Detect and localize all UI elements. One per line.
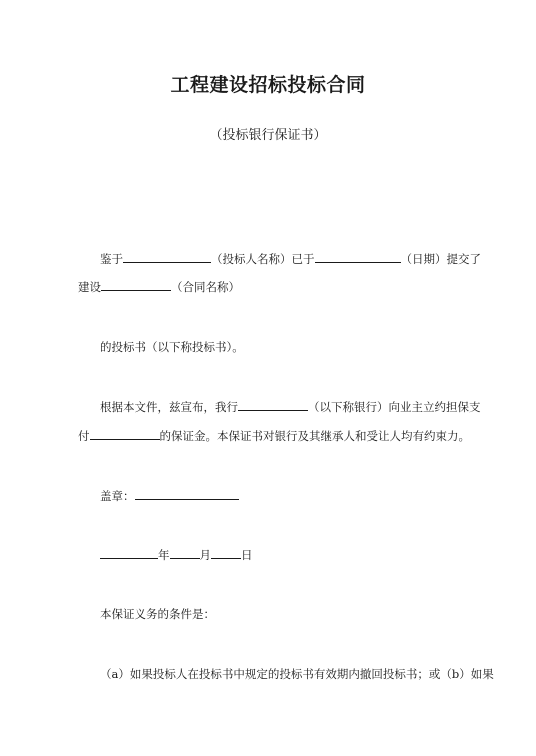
para3-line2-tail: 的保证金。本保证书对银行及其继承人和受让人均有约束力。 — [159, 429, 470, 443]
bidder-name-blank[interactable] — [123, 250, 211, 263]
seal-blank[interactable] — [135, 487, 239, 500]
para3-line2-lead: 付 — [78, 429, 90, 443]
para2-line: 的投标书（以下称投标书）。 — [100, 340, 244, 354]
bidder-name-label: （投标人名称）已于 — [211, 252, 315, 266]
submission-date-blank[interactable] — [315, 250, 401, 263]
day-blank[interactable] — [211, 546, 241, 559]
para3-line2 — [78, 427, 470, 444]
para1-line2-lead: 建设 — [78, 280, 101, 294]
para3-line1 — [100, 398, 481, 415]
bank-label: （以下称银行）向业主立约担保支 — [308, 400, 481, 414]
date-line — [100, 546, 253, 563]
para1-line1 — [100, 250, 481, 267]
para3-lead: 根据本文件，兹宣布，我行 — [100, 400, 238, 414]
day-label: 日 — [241, 548, 253, 562]
year-blank[interactable] — [100, 546, 158, 559]
condition-a-line: （a）如果投标人在投标书中规定的投标书有效期内撤回投标书；或（b）如果 — [100, 667, 494, 681]
document-title: 工程建设招标投标合同 — [170, 74, 366, 96]
guarantee-amount-blank[interactable] — [90, 427, 160, 440]
submission-date-label: （日期）提交了 — [400, 252, 481, 266]
month-label: 月 — [199, 548, 211, 562]
para1-lead: 鉴于 — [100, 252, 123, 266]
contract-name-label: （合同名称） — [171, 280, 240, 294]
seal-line — [100, 487, 239, 504]
document-subtitle: （投标银行保证书） — [209, 128, 327, 143]
month-blank[interactable] — [170, 546, 200, 559]
bank-name-blank[interactable] — [238, 398, 308, 411]
para1-line2 — [78, 278, 240, 295]
year-label: 年 — [158, 548, 170, 562]
conditions-heading: 本保证义务的条件是： — [100, 607, 215, 621]
contract-name-blank[interactable] — [101, 278, 171, 291]
seal-label: 盖章： — [100, 489, 135, 503]
